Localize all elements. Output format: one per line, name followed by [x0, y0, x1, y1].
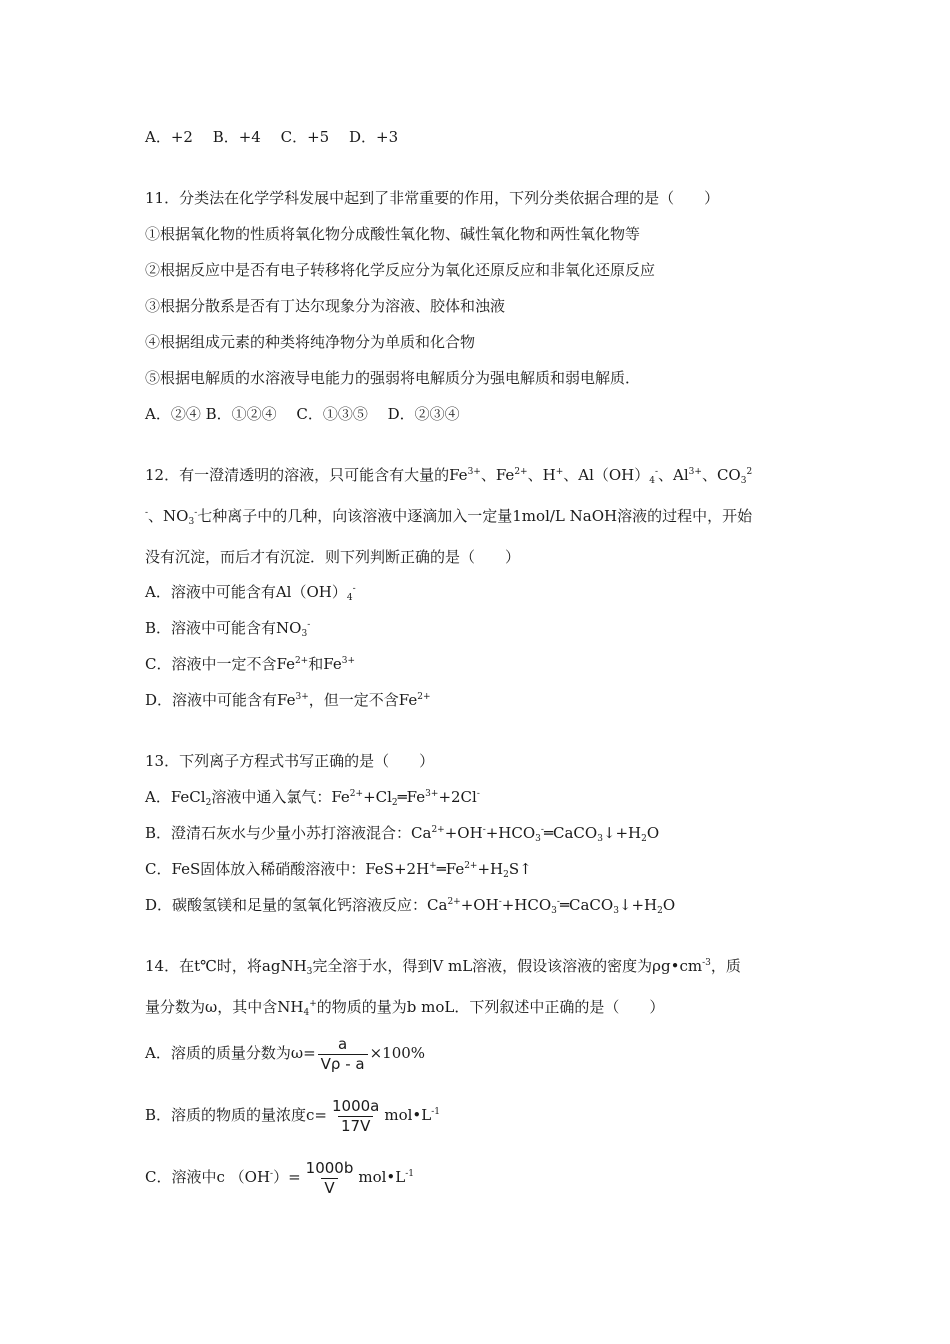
q11-item-3: ③根据分散系是否有丁达尔现象分为溶液、胶体和浊液: [145, 297, 506, 315]
q11-stem: 11．分类法在化学学科发展中起到了非常重要的作用，下列分类依据合理的是（ ）: [145, 189, 720, 207]
q14-option-c: C．溶液中c （OH-）= $\frac{1000b}{V}$ $mol•L^{-1}$: [145, 1158, 415, 1197]
q12-stem-line1: 12．有一澄清透明的溶液，只可能含有大量的$Fe^{3+}$、$Fe^{2+}$、H+、$Al(OH)_4^-$、$Al^{3+}$、$CO_3^2$: [145, 466, 753, 486]
q12-option-c: C．溶液中一定不含$Fe^{2+}$和$Fe^{3+}$: [145, 655, 355, 673]
fraction-b: $\frac{1000a}{17V}$: [332, 1096, 380, 1135]
q13-option-a: A．FeCl$_2$溶液中通入氯气：$Fe^{2+}+Cl_2═Fe^{3+}+2Cl^-$: [145, 788, 480, 808]
q10-options: A．+2 B．+4 C．+5 D．+3: [145, 128, 399, 146]
q13-option-c: C．FeS固体放入稀硝酸溶液中：$FeS+2H^+═Fe^{2+}+H_2S↑$: [145, 860, 532, 880]
q11-item-5: ⑤根据电解质的水溶液导电能力的强弱将电解质分为强电解质和弱电解质．: [145, 369, 641, 387]
q14-option-a: A．溶质的质量分数为ω= $\frac{a}{V\rho - a}$ ×100%: [145, 1034, 426, 1073]
q14-option-b: B．溶质的物质的量浓度c= $\frac{1000a}{17V}$ $mol•L^{-1}$: [145, 1096, 441, 1135]
q12-option-a: A．溶液中可能含有$Al(OH)_4^-$: [145, 583, 356, 603]
q13-stem: 13．下列离子方程式书写正确的是（ ）: [145, 752, 435, 770]
fraction-a: $\frac{a}{V\rho - a}$: [318, 1036, 368, 1073]
q11-item-1: ①根据氧化物的性质将氧化物分成酸性氧化物、碱性氧化物和两性氧化物等: [145, 225, 641, 243]
q12-stem-line3: 没有沉淀，而后才有沉淀．则下列判断正确的是（ ）: [145, 548, 521, 566]
q11-options: A．②④ B．①②④ C．①③⑤ D．②③④: [145, 405, 460, 423]
q12-option-d: D．溶液中可能含有$Fe^{3+}$，但一定不含$Fe^{2+}$: [145, 691, 431, 709]
q11-item-4: ④根据组成元素的种类将纯净物分为单质和化合物: [145, 333, 476, 351]
fraction-c: $\frac{1000b}{V}$: [305, 1158, 354, 1197]
q12-option-b: B．溶液中可能含有$NO_3^-$: [145, 619, 311, 639]
q11-item-2: ②根据反应中是否有电子转移将化学反应分为氧化还原反应和非氧化还原反应: [145, 261, 656, 279]
q14-stem-line2: 量分数为ω，其中含$NH_4^+$的物质的量为b moL．下列叙述中正确的是（ ）: [145, 998, 665, 1018]
q14-stem-line1: 14．在t℃时，将agNH$_3$完全溶于水，得到V mL溶液，假设该溶液的密度为$\rho g•cm^{-3}$，质: [145, 957, 741, 977]
q13-option-b: B．澄清石灰水与少量小苏打溶液混合：$Ca^{2+}+OH^-+HCO_3^-═CaCO_3↓+H_2O$: [145, 824, 660, 844]
q12-stem-line2: -、$NO_3^-$七种离子中的几种，向该溶液中逐滴加入一定量1mol/L NaOH溶液的过程中，开始: [145, 507, 753, 527]
q13-option-d: D．碳酸氢镁和足量的氢氧化钙溶液反应：$Ca^{2+}+OH^-+HCO_3^-═CaCO_3↓+H_2O$: [145, 896, 676, 916]
